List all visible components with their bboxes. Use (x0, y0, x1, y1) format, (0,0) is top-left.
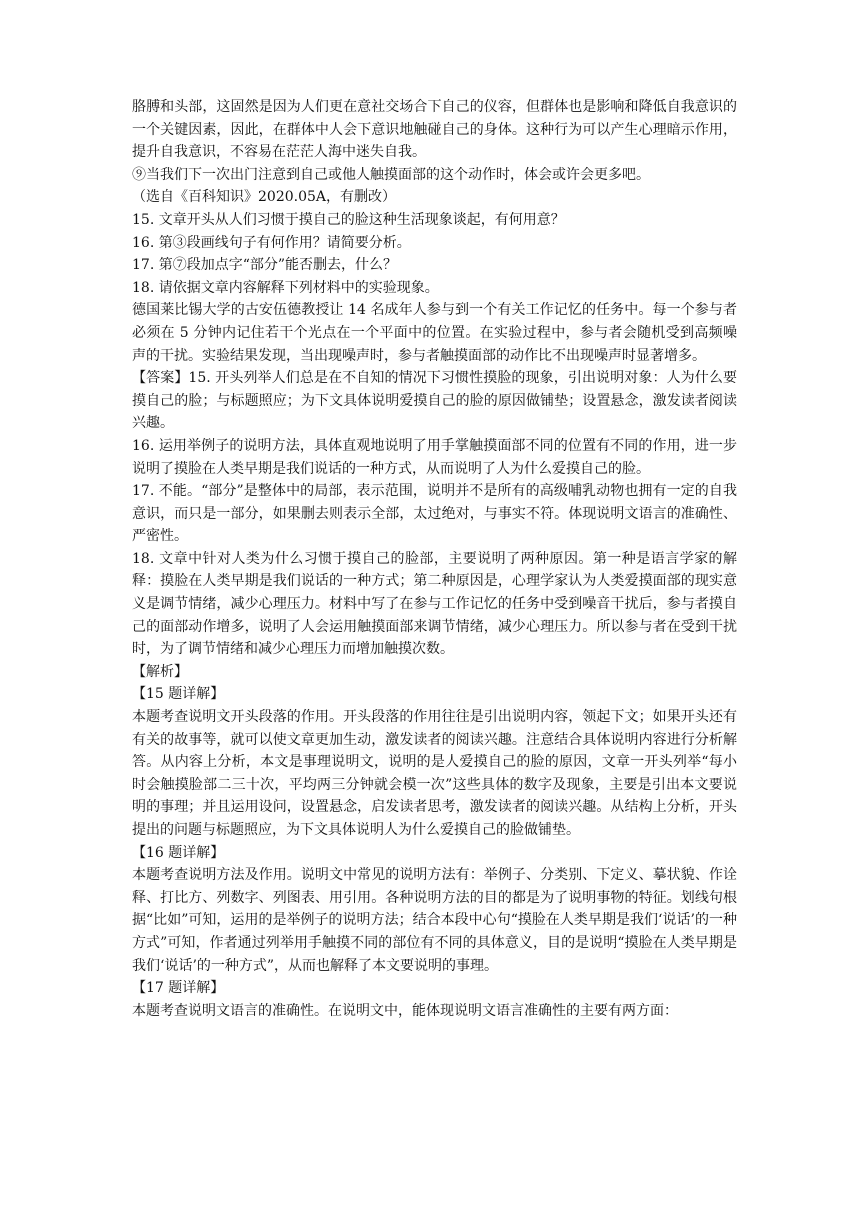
detail-heading-15: 【15 题详解】 (132, 686, 225, 703)
answer-17: 17. 不能。“部分”是整体中的局部，表示范围，说明并不是所有的高级哺乳动物也拥有一定的自我意识，而只是一部分，如果删去则表示全部，太过绝对，与事实不符。体现说明文语言的准确性、严密性。 (132, 483, 737, 545)
paragraph-9: ⑨当我们下一次出门注意到自己或他人触摸面部的这个动作时，体会或许会更多吧。 (132, 166, 650, 183)
paragraph-intro-continuation: 胳膊和头部，这固然是因为人们更在意社交场合下自己的仪容，但群体也是影响和降低自我意识的一个关键因素，因此，在群体中人会下意识地触碰自己的身体。这种行为可以产生心理暗示作用，提升自我意识，不容易在茫茫人海中迷失自我。 (132, 99, 737, 161)
detail-heading-17: 【17 题详解】 (132, 980, 225, 997)
question-15: 15. 文章开头从人们习惯于摸自己的脸这种生活现象谈起，有何用意？ (132, 211, 565, 228)
experiment-material: 德国莱比锡大学的古安伍德教授让 14 名成年人参与到一个有关工作记忆的任务中。每一个参与者必须在 5 分钟内记住若干个光点在一个平面中的位置。在实验过程中，参与者会随机受到高频噪声的干扰。实验结果发现，当出现噪声时，参与者触摸面部的动作比不出现噪声时显著增多。 (132, 302, 737, 364)
question-16: 16. 第③段画线句子有何作用？请简要分析。 (132, 234, 411, 251)
question-17: 17. 第⑦段加点字“部分”能否删去，什么？ (132, 257, 398, 274)
answer-18: 18. 文章中针对人类为什么习惯于摸自己的脸部，主要说明了两种原因。第一种是语言学家的解释：摸脸在人类早期是我们说话的一种方式；第二种原因是，心理学家认为人类爱摸面部的现实意义是调节情绪，减少心理压力。材料中写了在参与工作记忆的任务中受到噪音干扰后，参与者摸自己的面部动作增多，说明了人会运用触摸面部来调节情绪，减少心理压力。所以参与者在受到干扰时，为了调节情绪和减少心理压力而增加触摸次数。 (132, 550, 737, 658)
detail-16-text: 本题考查说明方法及作用。说明文中常见的说明方法有：举例子、分类别、下定义、摹状貌、作诠释、打比方、列数字、列图表、用引用。各种说明方法的目的都是为了说明事物的特征。划线句根据“比如”可知，运用的是举例子的说明方法；结合本段中心句“摸脸在人类早期是我们‘说话’的一种方式”可知，作者通过列举用手触摸不同的部位有不同的具体意义，目的是说明“摸脸在人类早期是我们‘说话’的一种方式”，从而也解释了本文要说明的事理。 (132, 867, 737, 974)
answer-16: 16. 运用举例子的说明方法，具体直观地说明了用手掌触摸面部不同的位置有不同的作用，进一步说明了摸脸在人类早期是我们说话的一种方式，从而说明了人为什么爱摸自己的脸。 (132, 437, 737, 477)
answer-15: 【答案】15. 开头列举人们总是在不自知的情况下习惯性摸脸的现象，引出说明对象：人为什么要摸自己的脸；与标题照应；为下文具体说明爱摸自己的脸的原因做铺垫；设置悬念，激发读者阅读兴趣。 (132, 370, 737, 432)
document-page (132, 96, 737, 1022)
detail-17-text: 本题考查说明文语言的准确性。在说明文中，能体现说明文语言准确性的主要有两方面： (132, 1002, 678, 1019)
source-note: （选自《百科知识》2020.05A，有删改） (132, 189, 397, 206)
analysis-heading: 【解析】 (132, 663, 188, 680)
question-18: 18. 请依据文章内容解释下列材料中的实验现象。 (132, 279, 439, 296)
detail-heading-16: 【16 题详解】 (132, 844, 225, 861)
detail-15-text: 本题考查说明文开头段落的作用。开头段落的作用往往是引出说明内容，领起下文；如果开头还有有关的故事等，就可以使文章更加生动，激发读者的阅读兴趣。注意结合具体说明内容进行分析解答。从内容上分析，本文是事理说明文，说明的是人爱摸自己的脸的原因，文章一开头列举“每小时会触摸脸部二三十次，平均两三分钟就会模一次”这些具体的数字及现象，主要是引出本文要说明的事理；并且运用设问，设置悬念，启发读者思考，激发读者的阅读兴趣。从结构上分析，开头提出的问题与标题照应，为下文具体说明人为什么爱摸自己的脸做铺垫。 (132, 709, 737, 838)
